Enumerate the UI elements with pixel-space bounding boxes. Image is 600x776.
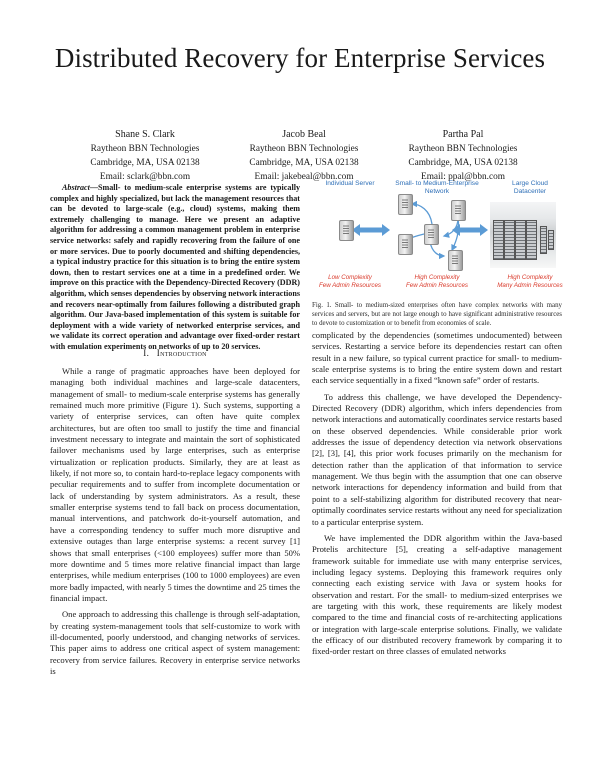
- author-affiliation: Raytheon BBN Technologies: [90, 144, 200, 154]
- left-column-body: [50, 366, 300, 677]
- server-icon: [339, 220, 354, 241]
- paragraph: To address this challenge, we have developed the Dependency-Directed Recovery (DDR) algorithm, which infers dependencies from network interactions and automatically coordinates service restarts based on these observed dependencies. While considerable prior work addresses the issue of dependency detection via network observations [2], [3], [4], this prior work focuses primarily on the mechanism for detection rather than the application of that information to service management. We thus begin with the assumption that one can observe network interactions for dependency information and build from that point to a self-stabilizing algorithm for distributed recovery that near-optimally coordinates service restarts without any need for specialization to a particular enterprise system.: [312, 391, 562, 527]
- author-address: Cambridge, MA, USA 02138: [90, 158, 200, 168]
- label-individual-server: Individual Server: [325, 180, 375, 187]
- double-arrow-icon: [352, 224, 390, 236]
- author-name: Jacob Beal: [282, 129, 326, 140]
- abstract-text: —Small- to medium-scale enterprise systems are typically complex and highly specialized, but lack the management resources that can be devoted to large-scale (e.g., cloud) systems, making them extremely challenging to manage. Here we present an adaptive algorithm for addressing a common management problem in enterprise service networks: safely and rapidly recovering from the failure of one or more services. Due to poorly documented and shifting dependencies, a typical industry practice for this situation is to bring the entire system down, then to restart services one at a time in a predefined order. We improve on this practice with the Dependency-Directed Recovery (DDR) algorithm, which senses dependencies by observing network interactions and recovers near-optimally from failures following a distributed graph algorithm. Our Java-based implementation of this system is suitable for deployment with a wide variety of networked enterprise services, and we validate its correct operation and advantage over fixed-order restart with emulation experiments on networks of up to 20 services.: [50, 183, 301, 351]
- paragraph: We have implemented the DDR algorithm within the Java-based Protelis architecture [5], creating a self-adaptive management framework suitable for immediate use with many enterprise services, including legacy systems. Deploying this framework requires only connecting each existing service with Java or system hooks for observation and restart. For the small- to medium-sized enterprises we are targeting with this work, these requirements are likely modest compared to the time and financial costs of re-architecting applications or integration with large-scale enterprise solutions. Finally, we validate the efficacy of our distributed recovery framework by comparing it to fixed-order restart on three classes of emulated networks: [312, 532, 562, 657]
- author-email: Email: sclark@bbn.com: [99, 172, 191, 182]
- author-affiliation: Raytheon BBN Technologies: [408, 144, 518, 154]
- author-email: Email: jakebeal@bbn.com: [254, 172, 354, 182]
- paper-title: Distributed Recovery for Enterprise Services: [54, 43, 546, 73]
- author-2: [214, 128, 394, 184]
- datacenter-image: [490, 202, 556, 268]
- section-number: I.: [143, 348, 150, 358]
- section-title: Introduction: [156, 348, 207, 358]
- author-3: [373, 128, 553, 184]
- author-name: Partha Pal: [442, 129, 484, 140]
- paragraph: One approach to addressing this challenge is through self-adaptation, by creating system-management tools that self-customize to work with ill-documented, poorly understood, and changing networks of services. This paper aims to address one critical aspect of system management: recovery from service failures. Recovery in enterprise service networks is: [50, 609, 300, 676]
- author-email: Email: ppal@bbn.com: [421, 172, 505, 182]
- server-icon: [424, 224, 439, 245]
- label-enterprise-network: Small- to Medium-Enterprise Network: [395, 180, 479, 195]
- author-address: Cambridge, MA, USA 02138: [408, 158, 518, 168]
- paragraph: While a range of pragmatic approaches have been deployed for managing both individual machines and large-scale datacenters, management of small- to medium-scale enterprise systems has generally remained much more primitive (Figure 1). Such systems, supporting a variety of enterprise services, can often have quite complex architectures, but are often too small to justify the time and financial investment necessary to integrate and maintain the sort of sophisticated failover mechanisms used by large enterprises, such as enterprise virtualization or replication products. Similarly, they are at least as likely, if not more so, to contain hard-to-replace legacy components with peculiar requirements and to suffer from incomplete documentation or lack of understanding by system administrators. As a result, these smaller enterprise systems tend to fall back on process documentation, manual interventions, and patchwork do-it-yourself automation, and have a corresponding tendency to suffer much more disruptive and extensive outages than large enterprise systems: a recent survey [1] shows that small enterprises (<100 employees) suffer more than 50% more downtime and 5 times more relative financial impact than large enterprises, while medium enterprises (100 to 1000 employees) are even more badly impacted, with nearly 5 times the downtime and 25 times the financial impact.: [50, 366, 300, 603]
- complexity-cloud: High Complexity Many Admin Resources: [497, 274, 563, 289]
- abstract-label: Abstract: [62, 183, 90, 192]
- author-affiliation: Raytheon BBN Technologies: [249, 144, 359, 154]
- server-icon: [451, 200, 466, 221]
- figure-caption: Fig. 1. Small- to medium-sized enterprises often have complex networks with many services and servers, but are not large enough to have significant administrative resources to devote to customization or to benefit from economies of scale.: [312, 302, 562, 327]
- label-cloud-datacenter: Large Cloud Datacenter: [512, 180, 548, 195]
- figure-1: [312, 180, 582, 289]
- complexity-individual: Low Complexity Few Admin Resources: [318, 274, 381, 289]
- server-icon: [398, 234, 413, 255]
- paragraph: complicated by the dependencies (sometimes undocumented) between services. Restarting a service before its dependencies restart can often result in a new failure, so typical current practice for small- to medium-scale enterprise systems is to bring the entire system down and restart each service sequentially in a fixed “known safe” order of restarts.: [312, 330, 562, 386]
- complexity-enterprise: High Complexity Few Admin Resources: [405, 274, 468, 289]
- section-heading-introduction: [50, 348, 300, 358]
- author-name: Shane S. Clark: [115, 129, 175, 140]
- abstract: [50, 183, 300, 353]
- right-column-body: [312, 330, 562, 658]
- author-1: [55, 128, 235, 184]
- author-address: Cambridge, MA, USA 02138: [249, 158, 359, 168]
- server-icon: [398, 194, 413, 215]
- server-icon: [448, 250, 463, 271]
